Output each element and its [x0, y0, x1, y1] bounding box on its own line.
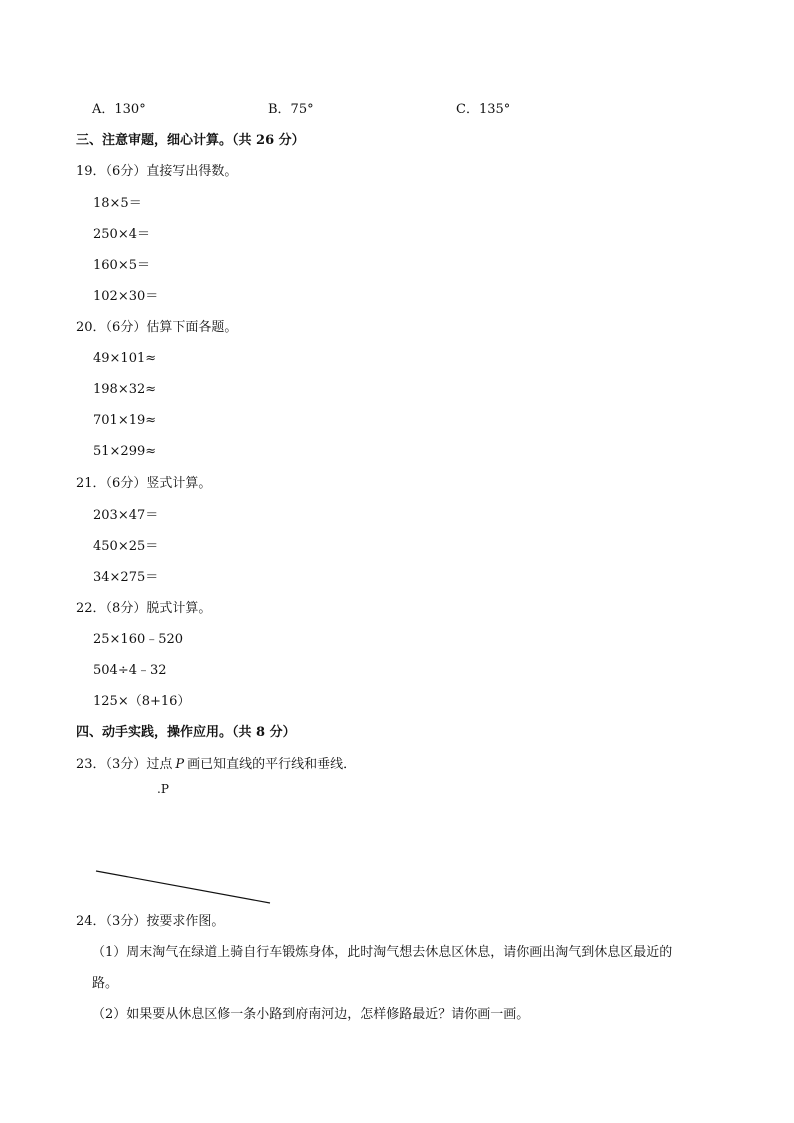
q21-title: 21．（6分）竖式计算。: [76, 476, 212, 491]
q19-item: 250×4＝: [93, 227, 150, 242]
q20-item: 198×32≈: [93, 382, 157, 397]
q19-item: 18×5＝: [93, 196, 142, 211]
option-a: A．130°: [92, 102, 146, 117]
q24-part2: （2）如果要从休息区修一条小路到府南河边，怎样修路最近？请你画一画。: [92, 1007, 530, 1022]
q22-item: 125×（8+16）: [93, 694, 191, 709]
q19-item: 102×30＝: [93, 289, 159, 304]
q22-item: 504÷4﹣32: [93, 663, 167, 678]
q23-title-point: P: [175, 757, 185, 772]
q19-title: 19．（6分）直接写出得数。: [76, 164, 238, 179]
q20-item: 701×19≈: [93, 413, 157, 428]
q21-item: 203×47＝: [93, 508, 159, 523]
section-4-heading: 四、动手实践，操作应用。（共 8 分）: [76, 725, 296, 740]
q24-part1-line2: 路。: [92, 976, 119, 991]
q21-item: 34×275＝: [93, 570, 159, 585]
option-c: C．135°: [456, 102, 511, 117]
q22-title: 22．（8分）脱式计算。: [76, 601, 212, 616]
q24-title: 24．（3分）按要求作图。: [76, 914, 225, 929]
q23-title-suffix: 画已知直线的平行线和垂线．: [187, 757, 357, 772]
q20-title: 20．（6分）估算下面各题。: [76, 320, 238, 335]
section-3-heading: 三、注意审题，细心计算。（共 26 分）: [76, 133, 305, 148]
given-line: [96, 871, 270, 903]
option-b: B．75°: [268, 102, 314, 117]
q19-item: 160×5＝: [93, 258, 150, 273]
q21-item: 450×25＝: [93, 539, 159, 554]
q23-title-prefix: 23．（3分）过点: [76, 757, 173, 772]
q22-item: 25×160﹣520: [93, 632, 184, 647]
q20-item: 51×299≈: [93, 444, 157, 459]
point-p-label: .P: [157, 782, 169, 796]
q24-part1-line1: （1）周末淘气在绿道上骑自行车锻炼身体，此时淘气想去休息区休息，请你画出淘气到休息区最近的: [92, 945, 673, 960]
q20-item: 49×101≈: [93, 351, 157, 366]
